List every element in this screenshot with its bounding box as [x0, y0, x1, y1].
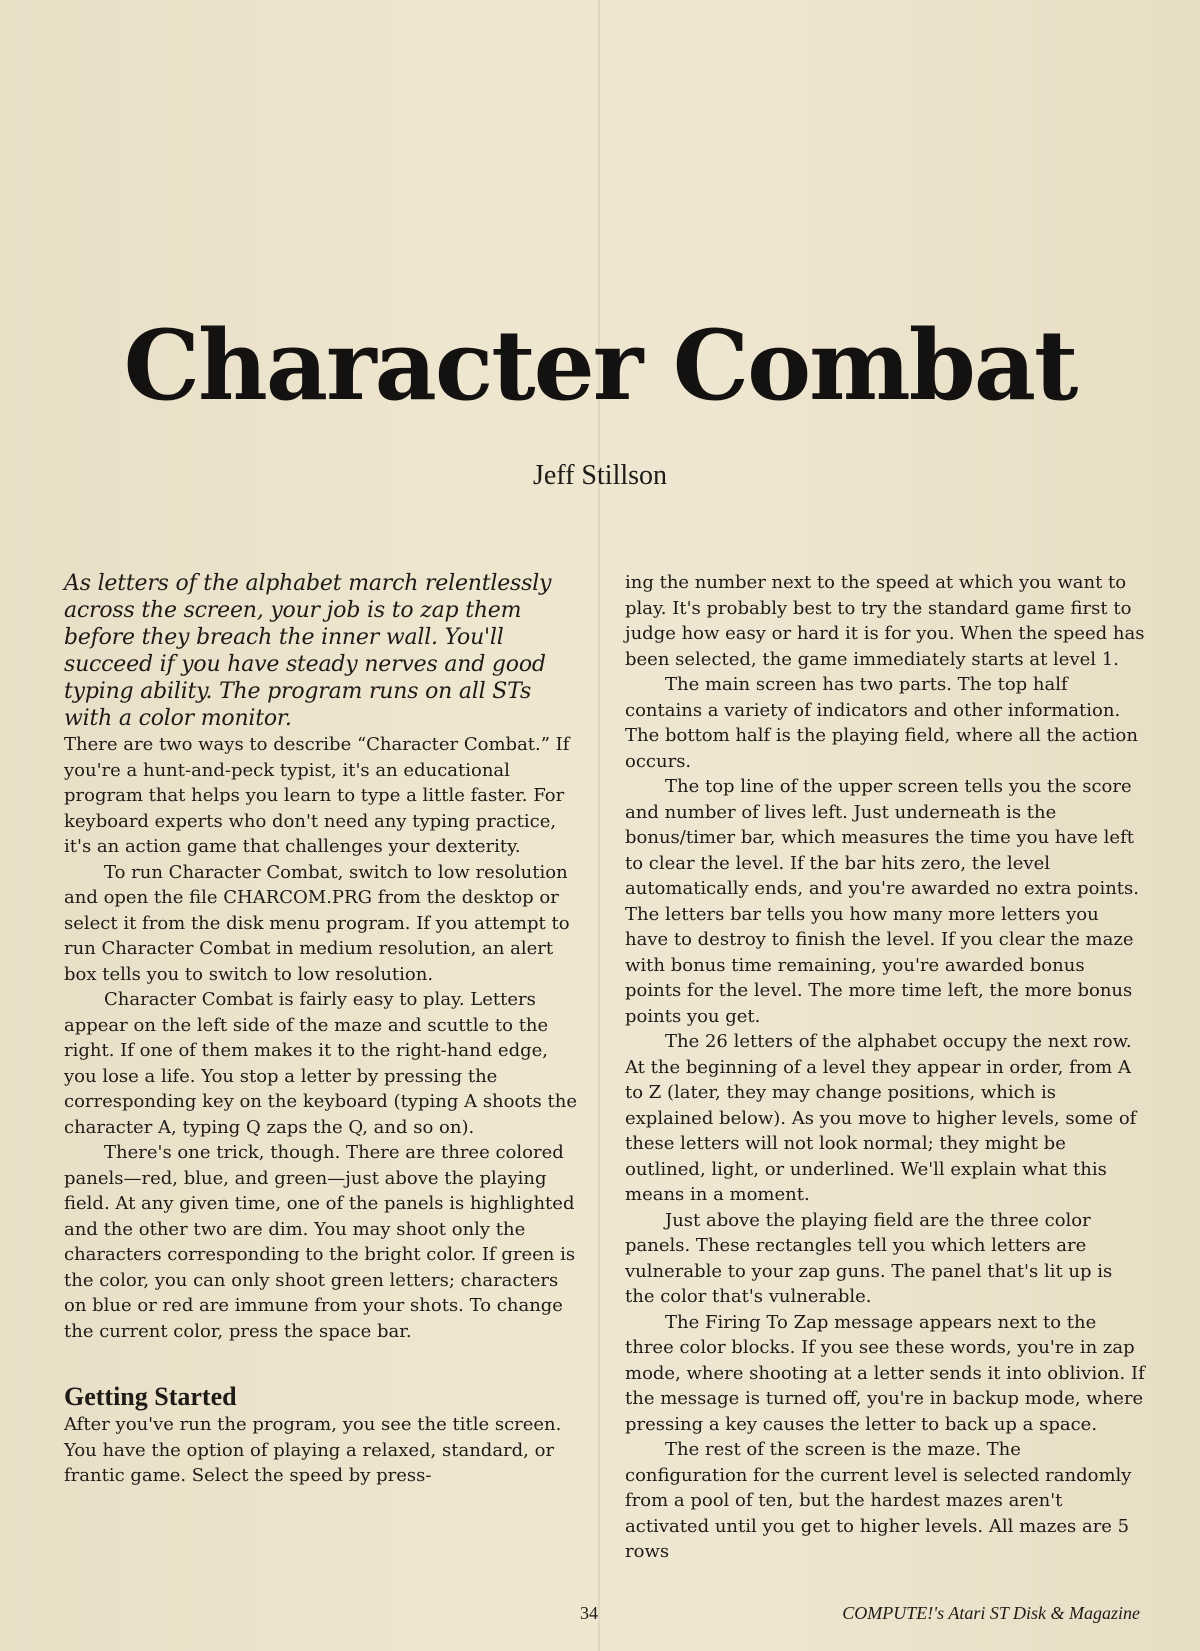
- body-paragraph: The 26 letters of the alphabet occupy the next row. At the beginning of a level they appear in order, from A to Z (later, they may change positions, which is explained below). As you move to higher levels, some of these letters will not look normal; they might be outlined, light, or underlined. We'll explain what this means in a moment.: [625, 1031, 1137, 1205]
- body-paragraph: The main screen has two parts. The top half contains a variety of indicators and other information. The bottom half is the playing field, where all the action occurs.: [625, 674, 1138, 772]
- page-number: 34: [580, 1603, 598, 1623]
- page-fold: [598, 0, 600, 1651]
- author-byline: Jeff Stillson: [532, 460, 668, 491]
- section-heading: Getting Started: [64, 1382, 237, 1411]
- left-column: [64, 570, 584, 1489]
- body-paragraph: Character Combat is fairly easy to play. Letters appear on the left side of the maze and scuttle to the right. If one of them makes it to the right-hand edge, you lose a life. You stop a letter by pressing the corresponding key on the keyboard (typing A shoots the character A, typing Q zaps the Q, and so on).: [64, 989, 577, 1138]
- intro-deck: As letters of the alphabet march relentlessly across the screen, your job is to zap them before they breach the inner wall. You'll succeed if you have steady nerves and good typing ability. The program runs on all STs with a color monitor.: [64, 571, 552, 731]
- magazine-name: COMPUTE!'s Atari ST Disk & Magazine: [842, 1603, 1140, 1623]
- body-paragraph: After you've run the program, you see the title screen. You have the option of playing a relaxed, standard, or frantic game. Select the speed by press-: [64, 1414, 562, 1486]
- body-paragraph: The rest of the screen is the maze. The configuration for the current level is selected randomly from a pool of ten, but the hardest mazes aren't activated until you get to higher levels. All mazes are 5 rows: [625, 1439, 1132, 1562]
- body-paragraph: ing the number next to the speed at which you want to play. It's probably best to try the standard game first to judge how easy or hard it is for you. When the speed has been selected, the game immediately starts at level 1.: [625, 572, 1145, 670]
- body-paragraph: The top line of the upper screen tells you the score and number of lives left. Just underneath is the bonus/timer bar, which measures the time you have left to clear the level. If the bar hits zero, the level automatically ends, and you're awarded no extra points. The letters bar tells you how many more letters you have to destroy to finish the level. If you clear the maze with bonus time remaining, you're awarded bonus points for the level. The more time left, the more bonus points you get.: [625, 776, 1139, 1027]
- body-paragraph: The Firing To Zap message appears next to the three color blocks. If you see these words, you're in zap mode, where shooting at a letter sends it into oblivion. If the message is turned off, you're in backup mode, where pressing a key causes the letter to back up a space.: [625, 1311, 1145, 1435]
- body-paragraph: There's one trick, though. There are three colored panels—red, blue, and green—just above the playing field. At any given time, one of the panels is highlighted and the other two are dim. You may shoot only the characters corresponding to the bright color. If green is the color, you can only shoot green letters; characters on blue or red are immune from your shots. To change the current color, press the space bar.: [64, 1142, 576, 1342]
- article-title: Character Combat: [123, 309, 1077, 422]
- body-paragraph: There are two ways to describe “Character Combat.” If you're a hunt-and-peck typist, it's an educational program that helps you learn to type a little faster. For keyboard experts who don't need any typing practice, it's an action game that challenges your dexterity.: [64, 734, 570, 857]
- right-column: [625, 570, 1145, 1565]
- body-paragraph: Just above the playing field are the three color panels. These rectangles tell you which letters are vulnerable to your zap guns. The panel that's lit up is the color that's vulnerable.: [625, 1209, 1113, 1307]
- body-paragraph: To run Character Combat, switch to low resolution and open the file CHARCOM.PRG from the desktop or select it from the disk menu program. If you attempt to run Character Combat in medium resolution, an alert box tells you to switch to low resolution.: [64, 861, 570, 985]
